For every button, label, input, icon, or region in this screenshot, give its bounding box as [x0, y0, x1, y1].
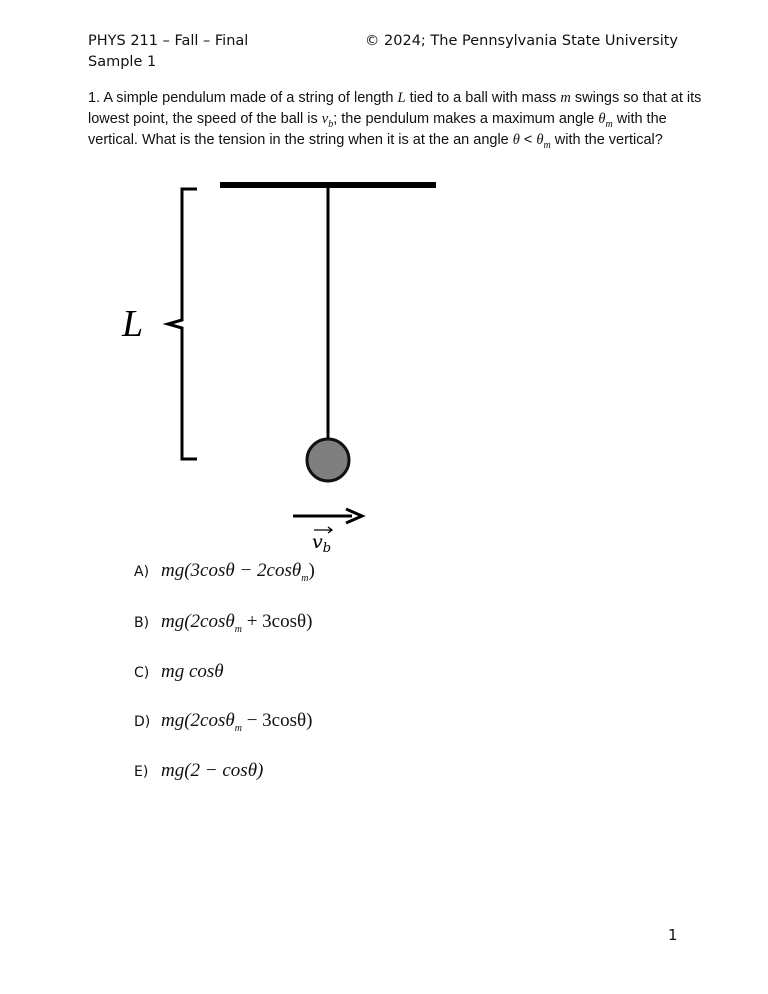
option-b[interactable]: B) mg(2cosθ$_m$ + 3cosθ) [134, 611, 313, 635]
length-label: L [122, 303, 144, 345]
velocity-label: $v_b$ [312, 531, 332, 556]
option-e[interactable]: E) mg(2 − cosθ) [134, 760, 264, 781]
page-number: 1 [668, 926, 678, 944]
header-copyright: © 2024; The Pennsylvania State University [364, 33, 678, 49]
option-a[interactable]: A) mg(3cosθ − 2cosθ$_m$) [134, 560, 315, 584]
option-c[interactable]: C) mg cosθ [134, 661, 224, 682]
ball [307, 439, 349, 481]
option-d[interactable]: D) mg(2cosθ$_m$ − 3cosθ) [134, 710, 313, 734]
header-sample: Sample 1 [88, 54, 157, 70]
header-course: PHYS 211 – Fall – Final [88, 33, 249, 49]
length-bracket [168, 189, 197, 459]
question-text: 1. A simple pendulum made of a string of length L tied to a ball with mass m swings so that at its lowest point, the speed of the ball is $v_b$; the pendulum makes a maximum angle $\theta_m$ with the vertical. What is the tension in the string when it is at the an angle $\theta < \theta_m$ with the vertical? [88, 90, 702, 151]
